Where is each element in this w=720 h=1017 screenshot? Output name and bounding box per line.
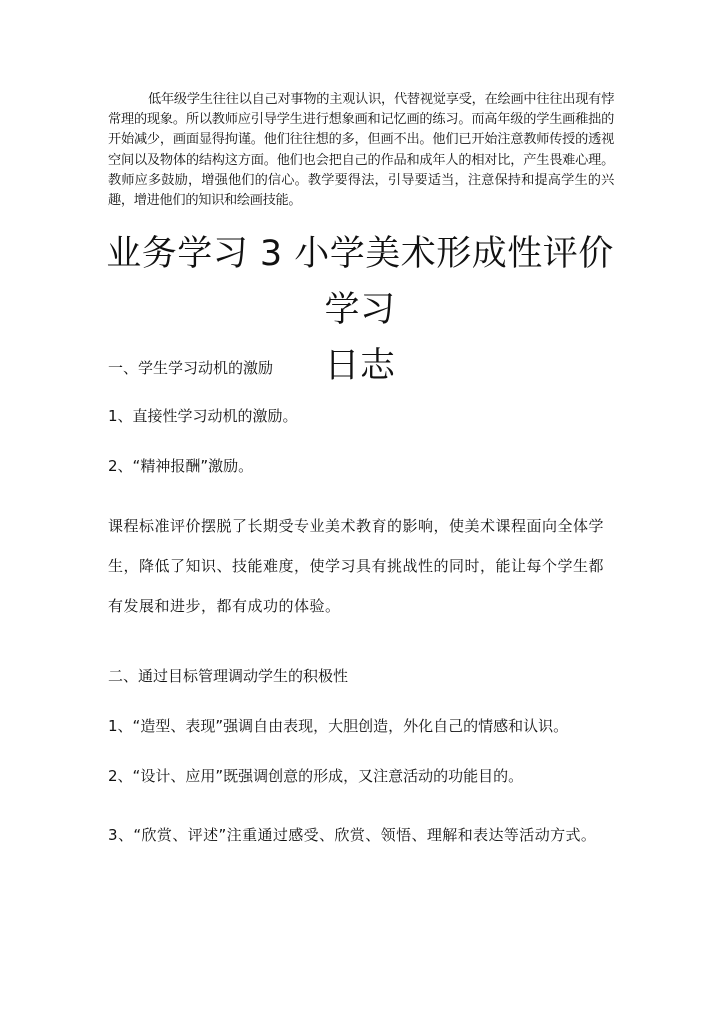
title-line-1: 业务学习 3 小学美术形成性评价学习 [106,234,614,330]
section-2-item-2: 2、“设计、应用”既强调创意的形成，又注意活动的功能目的。 [108,767,524,785]
title-line-2: 日志 [324,346,396,386]
section-1-heading: 一、学生学习动机的激励 [108,359,274,377]
section-2-heading: 二、通过目标管理调动学生的积极性 [108,667,349,685]
section-1-paragraph: 课程标准评价摆脱了长期受专业美术教育的影响，使美术课程面向全体学生，降低了知识、技能难度，使学习具有挑战性的同时，能让每个学生都有发展和进步，都有成功的体验。 [108,517,605,615]
section-1-item-2: 2、“精神报酬”激励。 [108,457,254,475]
section-2-item-3: 3、“欣赏、评述”注重通过感受、欣赏、领悟、理解和表达等活动方式。 [108,826,597,844]
intro-paragraph: 低年级学生往往以自己对事物的主观认识，代替视觉享受，在绘画中往往出现有悖常理的现象。所以教师应引导学生进行想象画和记忆画的练习。而高年级的学生画稚拙的开始减少，画面显得拘谨。他们往往想的多，但画不出。他们已开始注意教师传授的透视空间以及物体的结构这方面。他们也会把自己的作品和成年人的相对比，产生畏难心理。教师应多鼓励，增强他们的信心。教学要得法，引导要适当，注意保持和提高学生的兴趣，增进他们的知识和绘画技能。 [108,92,614,209]
section-1-item-1: 1、直接性学习动机的激励。 [108,407,298,425]
section-2-item-1: 1、“造型、表现”强调自由表现，大胆创造，外化自己的情感和认识。 [108,717,569,735]
